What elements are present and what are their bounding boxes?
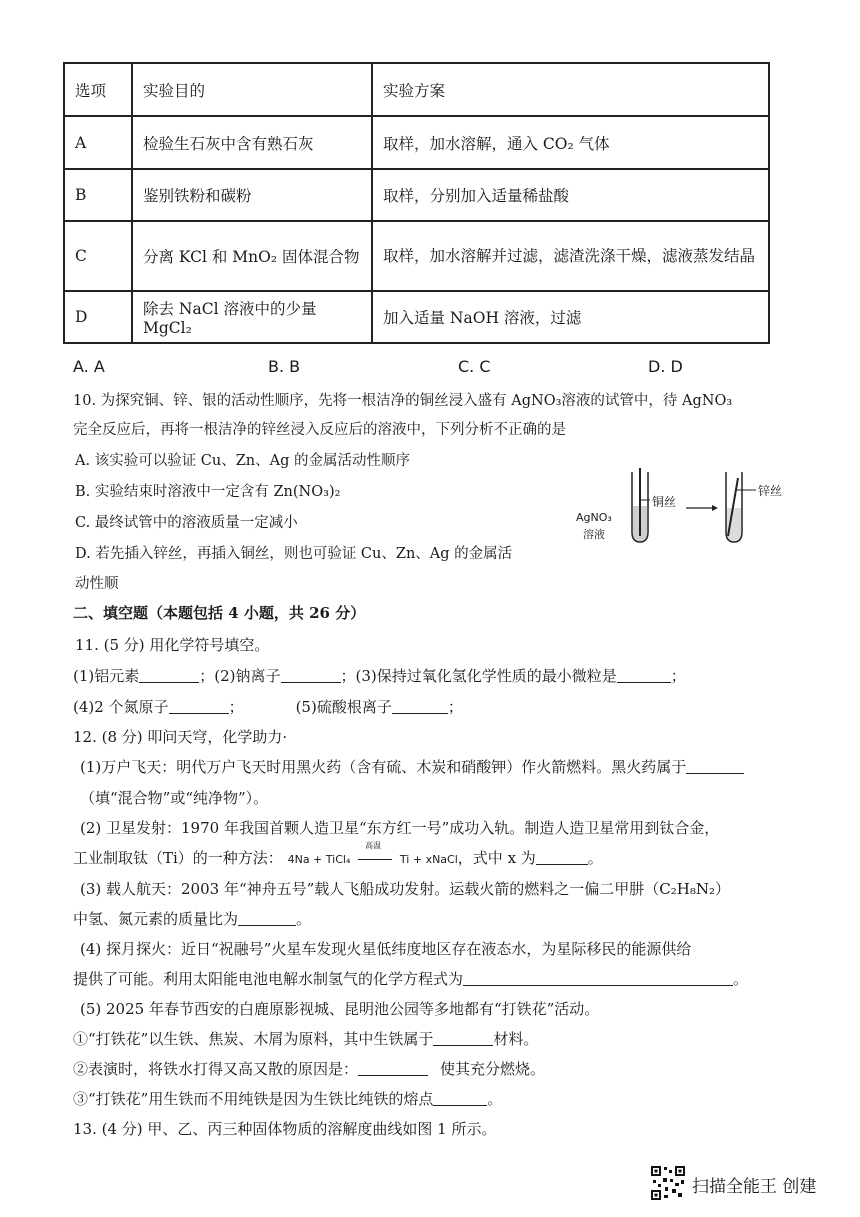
label-zinc-wire: 锌丝 bbox=[758, 484, 783, 498]
arrow-head bbox=[712, 505, 718, 511]
q13-title: 13. (4 分) 甲、乙、丙三种固体物质的溶解度曲线如图 1 所示。 bbox=[73, 1120, 497, 1138]
table-header-plan: 实验方案 bbox=[372, 63, 769, 116]
q11-line1 bbox=[73, 665, 686, 686]
q10-option-b: B. 实验结束时溶液中一定含有 Zn(NO₃)₂ bbox=[75, 484, 341, 500]
q12-p5-ii-text: ②表演时，将铁水打得又高又散的原因是： bbox=[73, 1060, 359, 1078]
q12-title: 12. (8 分) 叩问天穹，化学助力· bbox=[73, 728, 288, 746]
q10-option-d-cont: 动性顺 bbox=[75, 576, 119, 592]
q11-title: 11. (5 分) 用化学符号填空。 bbox=[75, 636, 270, 654]
q12-p3-line2: 中氢、氮元素的质量比为 。 bbox=[73, 910, 312, 928]
equation-arrow bbox=[355, 841, 395, 867]
q11-line2 bbox=[73, 696, 463, 717]
q12-p5-i bbox=[73, 1028, 538, 1049]
q12-p3-text: 中氢、氮元素的质量比为 bbox=[73, 910, 239, 928]
q12-p3-line1: (3) 载人航天：2003 年“神舟五号”载人飞船成功发射。运载火箭的燃料之一偏二甲肼（C₂H₈N₂） bbox=[80, 880, 731, 898]
q12-p4-text: 提供了可能。利用太阳能电池电解水制氢气的化学方程式为 bbox=[73, 970, 464, 988]
q11-item5-end: ； bbox=[447, 698, 463, 716]
qr-code-icon bbox=[650, 1165, 686, 1201]
table-cell-purpose: 鉴别铁粉和碳粉 bbox=[132, 169, 372, 221]
q12-p5-iii: ③“打铁花”用生铁而不用纯铁是因为生铁比纯铁的熔点 。 bbox=[73, 1090, 503, 1108]
q12-p2-line2: 工业制取钛（Ti）的一种方法： 4Na + TiCl₄ 高温 Ti + xNaCl，式中 x 为 。 bbox=[73, 841, 603, 867]
q12-p1-line2: （填“混合物”或“纯净物”）。 bbox=[80, 789, 269, 807]
table-header-row bbox=[64, 63, 769, 116]
table-cell-plan: 取样，分别加入适量稀盐酸 bbox=[372, 169, 769, 221]
table-cell-purpose: 除去 NaCl 溶液中的少量 MgCl₂ bbox=[132, 291, 372, 343]
answer-blank bbox=[169, 699, 229, 714]
table-row bbox=[64, 291, 769, 343]
q11-item3-end: ； bbox=[670, 667, 686, 685]
label-solution: 溶液 bbox=[583, 528, 605, 541]
q11-item2-label: ；(2)钠离子 bbox=[199, 667, 281, 685]
q12-p1-text: (1)万户飞天：明代万户飞天时用黑火药（含有硫、木炭和硝酸钾）作火箭燃料。黑火药属于 bbox=[80, 758, 687, 776]
table-row bbox=[64, 116, 769, 169]
q12-p4-line2: 提供了可能。利用太阳能电池电解水制氢气的化学方程式为 。 bbox=[73, 970, 749, 988]
answer-blank bbox=[433, 1031, 493, 1046]
options-table bbox=[63, 62, 770, 344]
answer-blank bbox=[686, 759, 744, 774]
q10-option-a: A. 该实验可以验证 Cu、Zn、Ag 的金属活动性顺序 bbox=[75, 453, 411, 469]
q12-p2-tail: ，式中 x 为 bbox=[457, 849, 536, 867]
label-copper-wire: 铜丝 bbox=[652, 495, 677, 509]
q9-choice-a: A. A bbox=[73, 357, 105, 376]
q9-choice-c: C. C bbox=[458, 357, 491, 376]
q11-item4-label: (4)2 个氮原子 bbox=[73, 698, 169, 716]
qr-code-svg bbox=[650, 1165, 686, 1201]
answer-blank bbox=[463, 971, 733, 986]
table-cell-plan: 取样，加水溶解并过滤，滤渣洗涤干燥，滤液蒸发结晶 bbox=[372, 221, 769, 291]
q12-p5-line1: (5) 2025 年春节西安的白鹿原影视城、昆明池公园等多地都有“打铁花”活动。 bbox=[80, 1000, 600, 1018]
table-cell-option: B bbox=[64, 169, 132, 221]
answer-blank bbox=[536, 850, 588, 865]
equation-condition: 高温 bbox=[365, 841, 382, 850]
answer-blank bbox=[139, 668, 199, 683]
q10-option-d: D. 若先插入锌丝，再插入铜丝，则也可验证 Cu、Zn、Ag 的金属活 bbox=[75, 546, 513, 562]
table-header-option: 选项 bbox=[64, 63, 132, 116]
table-row bbox=[64, 169, 769, 221]
table-cell-purpose: 分离 KCl 和 MnO₂ 固体混合物 bbox=[132, 221, 372, 291]
answer-blank bbox=[358, 1061, 428, 1076]
q10-option-c: C. 最终试管中的溶液质量一定减小 bbox=[75, 515, 298, 531]
q12-p5-iii-text: ③“打铁花”用生铁而不用纯铁是因为生铁比纯铁的熔点 bbox=[73, 1090, 434, 1108]
section-title: 二、填空题（本题包括 4 小题，共 26 分） bbox=[73, 604, 366, 622]
q10-stem-line1: 10. 为探究铜、锌、银的活动性顺序，先将一根洁净的铜丝浸入盛有 AgNO₃溶液的试管中，待 AgNO₃ bbox=[73, 393, 733, 409]
label-agno3: AgNO₃ bbox=[576, 511, 612, 524]
table-cell-plan: 取样，加水溶解，通入 CO₂ 气体 bbox=[372, 116, 769, 169]
equation-right: Ti + xNaCl bbox=[399, 853, 458, 866]
q12-p5-i-end: 材料。 bbox=[493, 1030, 539, 1048]
q10-stem-line2: 完全反应后，再将一根洁净的锌丝浸入反应后的溶液中，下列分析不正确的是 bbox=[73, 422, 566, 438]
q11-item5-label: (5)硫酸根离子 bbox=[295, 698, 392, 716]
q12-p4-line1: (4) 探月探火：近日“祝融号”火星车发现火星低纬度地区存在液态水，为星际移民的能源供给 bbox=[80, 940, 692, 958]
table-cell-plan: 加入适量 NaOH 溶液，过滤 bbox=[372, 291, 769, 343]
answer-blank bbox=[281, 668, 341, 683]
answer-blank bbox=[617, 668, 671, 683]
answer-blank bbox=[238, 911, 296, 926]
q11-item4-end: ； bbox=[228, 698, 244, 716]
q12-p2-line1: (2) 卫星发射：1970 年我国首颗人造卫星“东方红一号”成功入轨。制造人造卫星常用到钛合金， bbox=[80, 819, 720, 837]
table-cell-option: D bbox=[64, 291, 132, 343]
q12-p1-line1 bbox=[80, 756, 744, 777]
equation-left: 4Na + TiCl₄ bbox=[287, 853, 351, 866]
q11-item1-label: (1)铝元素 bbox=[73, 667, 140, 685]
table-cell-purpose: 检验生石灰中含有熟石灰 bbox=[132, 116, 372, 169]
table-header-purpose: 实验目的 bbox=[132, 63, 372, 116]
q9-choice-d: D. D bbox=[648, 357, 683, 376]
q12-p5-i-text: ①“打铁花”以生铁、焦炭、木屑为原料，其中生铁属于 bbox=[73, 1030, 434, 1048]
answer-blank bbox=[433, 1091, 487, 1106]
table-row bbox=[64, 221, 769, 291]
table-cell-option: C bbox=[64, 221, 132, 291]
q9-choice-b: B. B bbox=[268, 357, 301, 376]
table-cell-option: A bbox=[64, 116, 132, 169]
q11-item3-label: ；(3)保持过氧化氢化学性质的最小微粒是 bbox=[340, 667, 617, 685]
q12-p2-text: 工业制取钛（Ti）的一种方法： bbox=[73, 849, 283, 867]
answer-blank bbox=[392, 699, 448, 714]
footer-brand: 扫描全能王 创建 bbox=[692, 1177, 817, 1197]
q12-p5-ii bbox=[73, 1058, 545, 1079]
q12-p5-ii-end: 使其充分燃烧。 bbox=[440, 1060, 546, 1078]
